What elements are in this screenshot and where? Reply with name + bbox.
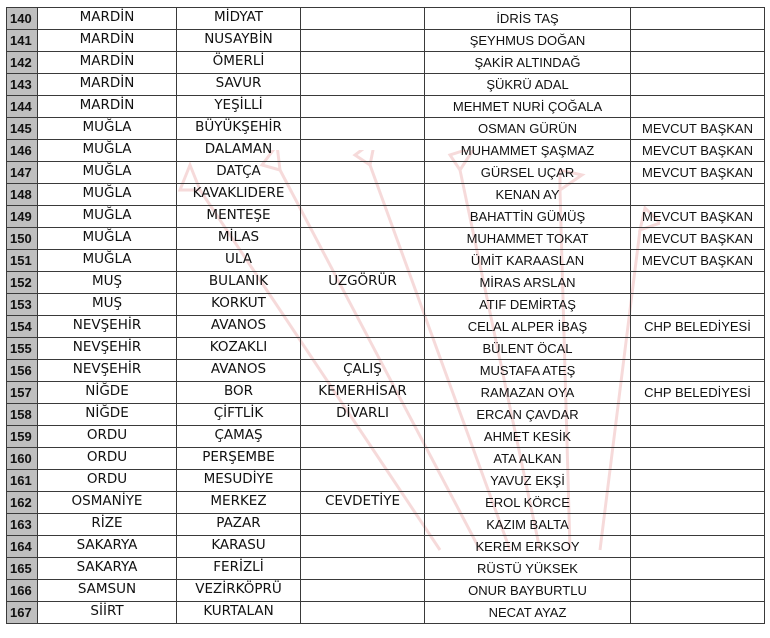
- district-cell: PERŞEMBE: [177, 448, 301, 470]
- province-cell: MUĞLA: [38, 206, 177, 228]
- row-number: 162: [7, 492, 38, 514]
- candidate-cell: ŞÜKRÜ ADAL: [425, 74, 631, 96]
- table-row: [7, 272, 765, 294]
- town-cell: [301, 536, 425, 558]
- table-row: [7, 294, 765, 316]
- province-cell: MARDİN: [38, 96, 177, 118]
- table-row: [7, 52, 765, 74]
- row-number: 153: [7, 294, 38, 316]
- district-cell: ULA: [177, 250, 301, 272]
- note-cell: MEVCUT BAŞKAN: [631, 228, 765, 250]
- district-cell: ÇİFTLİK: [177, 404, 301, 426]
- note-cell: MEVCUT BAŞKAN: [631, 206, 765, 228]
- row-number: 159: [7, 426, 38, 448]
- note-cell: [631, 470, 765, 492]
- note-cell: [631, 404, 765, 426]
- district-cell: DALAMAN: [177, 140, 301, 162]
- table-row: [7, 338, 765, 360]
- table-row: [7, 426, 765, 448]
- town-cell: [301, 470, 425, 492]
- table-row: [7, 470, 765, 492]
- province-cell: MUĞLA: [38, 118, 177, 140]
- table-row: [7, 382, 765, 404]
- district-cell: YEŞİLLİ: [177, 96, 301, 118]
- candidate-cell: MEHMET NURİ ÇOĞALA: [425, 96, 631, 118]
- province-cell: MUĞLA: [38, 184, 177, 206]
- town-cell: [301, 118, 425, 140]
- row-number: 167: [7, 602, 38, 624]
- town-cell: [301, 96, 425, 118]
- row-number: 158: [7, 404, 38, 426]
- district-cell: KAVAKLIDERE: [177, 184, 301, 206]
- town-cell: UZGÖRÜR: [301, 272, 425, 294]
- note-cell: [631, 338, 765, 360]
- note-cell: [631, 30, 765, 52]
- district-cell: FERİZLİ: [177, 558, 301, 580]
- row-number: 164: [7, 536, 38, 558]
- town-cell: CEVDETİYE: [301, 492, 425, 514]
- results-table-container: [6, 7, 765, 624]
- row-number: 151: [7, 250, 38, 272]
- table-row: [7, 250, 765, 272]
- note-cell: [631, 74, 765, 96]
- table-row: [7, 602, 765, 624]
- note-cell: [631, 426, 765, 448]
- table-row: [7, 580, 765, 602]
- note-cell: CHP BELEDİYESİ: [631, 316, 765, 338]
- note-cell: [631, 492, 765, 514]
- province-cell: ORDU: [38, 470, 177, 492]
- table-row: [7, 74, 765, 96]
- district-cell: KORKUT: [177, 294, 301, 316]
- province-cell: OSMANİYE: [38, 492, 177, 514]
- note-cell: [631, 96, 765, 118]
- candidate-cell: NECAT AYAZ: [425, 602, 631, 624]
- candidate-cell: ŞAKİR ALTINDAĞ: [425, 52, 631, 74]
- table-row: [7, 162, 765, 184]
- table-row: [7, 118, 765, 140]
- district-cell: MİDYAT: [177, 8, 301, 30]
- candidate-cell: GÜRSEL UÇAR: [425, 162, 631, 184]
- province-cell: MUĞLA: [38, 162, 177, 184]
- note-cell: [631, 536, 765, 558]
- table-row: [7, 30, 765, 52]
- row-number: 140: [7, 8, 38, 30]
- candidate-cell: EROL KÖRCE: [425, 492, 631, 514]
- row-number: 144: [7, 96, 38, 118]
- candidate-cell: CELAL ALPER İBAŞ: [425, 316, 631, 338]
- row-number: 145: [7, 118, 38, 140]
- town-cell: [301, 140, 425, 162]
- candidate-cell: KEREM ERKSOY: [425, 536, 631, 558]
- row-number: 141: [7, 30, 38, 52]
- note-cell: [631, 448, 765, 470]
- town-cell: [301, 228, 425, 250]
- province-cell: NEVŞEHİR: [38, 316, 177, 338]
- district-cell: ÇAMAŞ: [177, 426, 301, 448]
- town-cell: [301, 602, 425, 624]
- town-cell: [301, 514, 425, 536]
- province-cell: SAMSUN: [38, 580, 177, 602]
- candidate-cell: MUHAMMET ŞAŞMAZ: [425, 140, 631, 162]
- note-cell: [631, 294, 765, 316]
- note-cell: MEVCUT BAŞKAN: [631, 250, 765, 272]
- table-row: [7, 316, 765, 338]
- district-cell: KOZAKLI: [177, 338, 301, 360]
- candidate-cell: İDRİS TAŞ: [425, 8, 631, 30]
- candidate-cell: BAHATTİN GÜMÜŞ: [425, 206, 631, 228]
- district-cell: NUSAYBİN: [177, 30, 301, 52]
- district-cell: PAZAR: [177, 514, 301, 536]
- row-number: 147: [7, 162, 38, 184]
- province-cell: NEVŞEHİR: [38, 360, 177, 382]
- province-cell: MUĞLA: [38, 250, 177, 272]
- candidate-cell: MUSTAFA ATEŞ: [425, 360, 631, 382]
- district-cell: ÖMERLİ: [177, 52, 301, 74]
- district-cell: MİLAS: [177, 228, 301, 250]
- row-number: 146: [7, 140, 38, 162]
- town-cell: DİVARLI: [301, 404, 425, 426]
- candidate-cell: KAZIM BALTA: [425, 514, 631, 536]
- candidate-cell: KENAN AY: [425, 184, 631, 206]
- province-cell: MARDİN: [38, 52, 177, 74]
- candidate-cell: ONUR BAYBURTLU: [425, 580, 631, 602]
- row-number: 157: [7, 382, 38, 404]
- province-cell: MUĞLA: [38, 140, 177, 162]
- row-number: 148: [7, 184, 38, 206]
- note-cell: CHP BELEDİYESİ: [631, 382, 765, 404]
- note-cell: [631, 272, 765, 294]
- note-cell: [631, 184, 765, 206]
- province-cell: MARDİN: [38, 8, 177, 30]
- note-cell: MEVCUT BAŞKAN: [631, 162, 765, 184]
- candidate-cell: RAMAZAN OYA: [425, 382, 631, 404]
- row-number: 163: [7, 514, 38, 536]
- province-cell: NİĞDE: [38, 382, 177, 404]
- candidate-cell: ATIF DEMİRTAŞ: [425, 294, 631, 316]
- town-cell: [301, 316, 425, 338]
- note-cell: [631, 8, 765, 30]
- town-cell: [301, 162, 425, 184]
- town-cell: [301, 8, 425, 30]
- note-cell: [631, 602, 765, 624]
- town-cell: [301, 338, 425, 360]
- table-row: [7, 558, 765, 580]
- province-cell: MARDİN: [38, 74, 177, 96]
- town-cell: [301, 558, 425, 580]
- row-number: 152: [7, 272, 38, 294]
- row-number: 165: [7, 558, 38, 580]
- row-number: 161: [7, 470, 38, 492]
- candidate-cell: OSMAN GÜRÜN: [425, 118, 631, 140]
- note-cell: [631, 580, 765, 602]
- town-cell: [301, 250, 425, 272]
- town-cell: [301, 206, 425, 228]
- district-cell: KARASU: [177, 536, 301, 558]
- town-cell: [301, 294, 425, 316]
- town-cell: KEMERHİSAR: [301, 382, 425, 404]
- province-cell: SAKARYA: [38, 558, 177, 580]
- table-row: [7, 8, 765, 30]
- row-number: 156: [7, 360, 38, 382]
- province-cell: SİİRT: [38, 602, 177, 624]
- candidate-cell: AHMET KESİK: [425, 426, 631, 448]
- candidate-cell: YAVUZ EKŞİ: [425, 470, 631, 492]
- table-row: [7, 140, 765, 162]
- town-cell: [301, 30, 425, 52]
- row-number: 166: [7, 580, 38, 602]
- row-number: 143: [7, 74, 38, 96]
- district-cell: AVANOS: [177, 360, 301, 382]
- district-cell: MENTEŞE: [177, 206, 301, 228]
- district-cell: MESUDİYE: [177, 470, 301, 492]
- table-row: [7, 96, 765, 118]
- row-number: 150: [7, 228, 38, 250]
- province-cell: ORDU: [38, 448, 177, 470]
- town-cell: [301, 184, 425, 206]
- note-cell: [631, 52, 765, 74]
- table-row: [7, 184, 765, 206]
- district-cell: KURTALAN: [177, 602, 301, 624]
- province-cell: MUŞ: [38, 294, 177, 316]
- candidate-cell: ATA ALKAN: [425, 448, 631, 470]
- district-cell: BÜYÜKŞEHİR: [177, 118, 301, 140]
- candidate-cell: BÜLENT ÖCAL: [425, 338, 631, 360]
- candidate-cell: MİRAS ARSLAN: [425, 272, 631, 294]
- district-cell: BULANIK: [177, 272, 301, 294]
- table-row: [7, 536, 765, 558]
- row-number: 155: [7, 338, 38, 360]
- table-row: [7, 404, 765, 426]
- province-cell: MARDİN: [38, 30, 177, 52]
- town-cell: [301, 580, 425, 602]
- table-row: [7, 448, 765, 470]
- table-row: [7, 206, 765, 228]
- note-cell: [631, 558, 765, 580]
- row-number: 154: [7, 316, 38, 338]
- district-cell: VEZİRKÖPRÜ: [177, 580, 301, 602]
- province-cell: NEVŞEHİR: [38, 338, 177, 360]
- row-number: 149: [7, 206, 38, 228]
- district-cell: DATÇA: [177, 162, 301, 184]
- note-cell: MEVCUT BAŞKAN: [631, 118, 765, 140]
- province-cell: MUŞ: [38, 272, 177, 294]
- town-cell: [301, 74, 425, 96]
- table-row: [7, 514, 765, 536]
- results-table: [6, 7, 765, 624]
- candidate-cell: ERCAN ÇAVDAR: [425, 404, 631, 426]
- candidate-cell: MUHAMMET TOKAT: [425, 228, 631, 250]
- town-cell: [301, 426, 425, 448]
- note-cell: MEVCUT BAŞKAN: [631, 140, 765, 162]
- table-row: [7, 228, 765, 250]
- province-cell: NİĞDE: [38, 404, 177, 426]
- candidate-cell: ŞEYHMUS DOĞAN: [425, 30, 631, 52]
- province-cell: ORDU: [38, 426, 177, 448]
- town-cell: ÇALIŞ: [301, 360, 425, 382]
- note-cell: [631, 360, 765, 382]
- note-cell: [631, 514, 765, 536]
- province-cell: RİZE: [38, 514, 177, 536]
- district-cell: MERKEZ: [177, 492, 301, 514]
- town-cell: [301, 52, 425, 74]
- candidate-cell: ÜMİT KARAASLAN: [425, 250, 631, 272]
- row-number: 142: [7, 52, 38, 74]
- candidate-cell: RÜSTÜ YÜKSEK: [425, 558, 631, 580]
- table-row: [7, 492, 765, 514]
- district-cell: BOR: [177, 382, 301, 404]
- province-cell: SAKARYA: [38, 536, 177, 558]
- town-cell: [301, 448, 425, 470]
- results-table-body: [7, 8, 765, 624]
- district-cell: SAVUR: [177, 74, 301, 96]
- row-number: 160: [7, 448, 38, 470]
- table-row: [7, 360, 765, 382]
- province-cell: MUĞLA: [38, 228, 177, 250]
- district-cell: AVANOS: [177, 316, 301, 338]
